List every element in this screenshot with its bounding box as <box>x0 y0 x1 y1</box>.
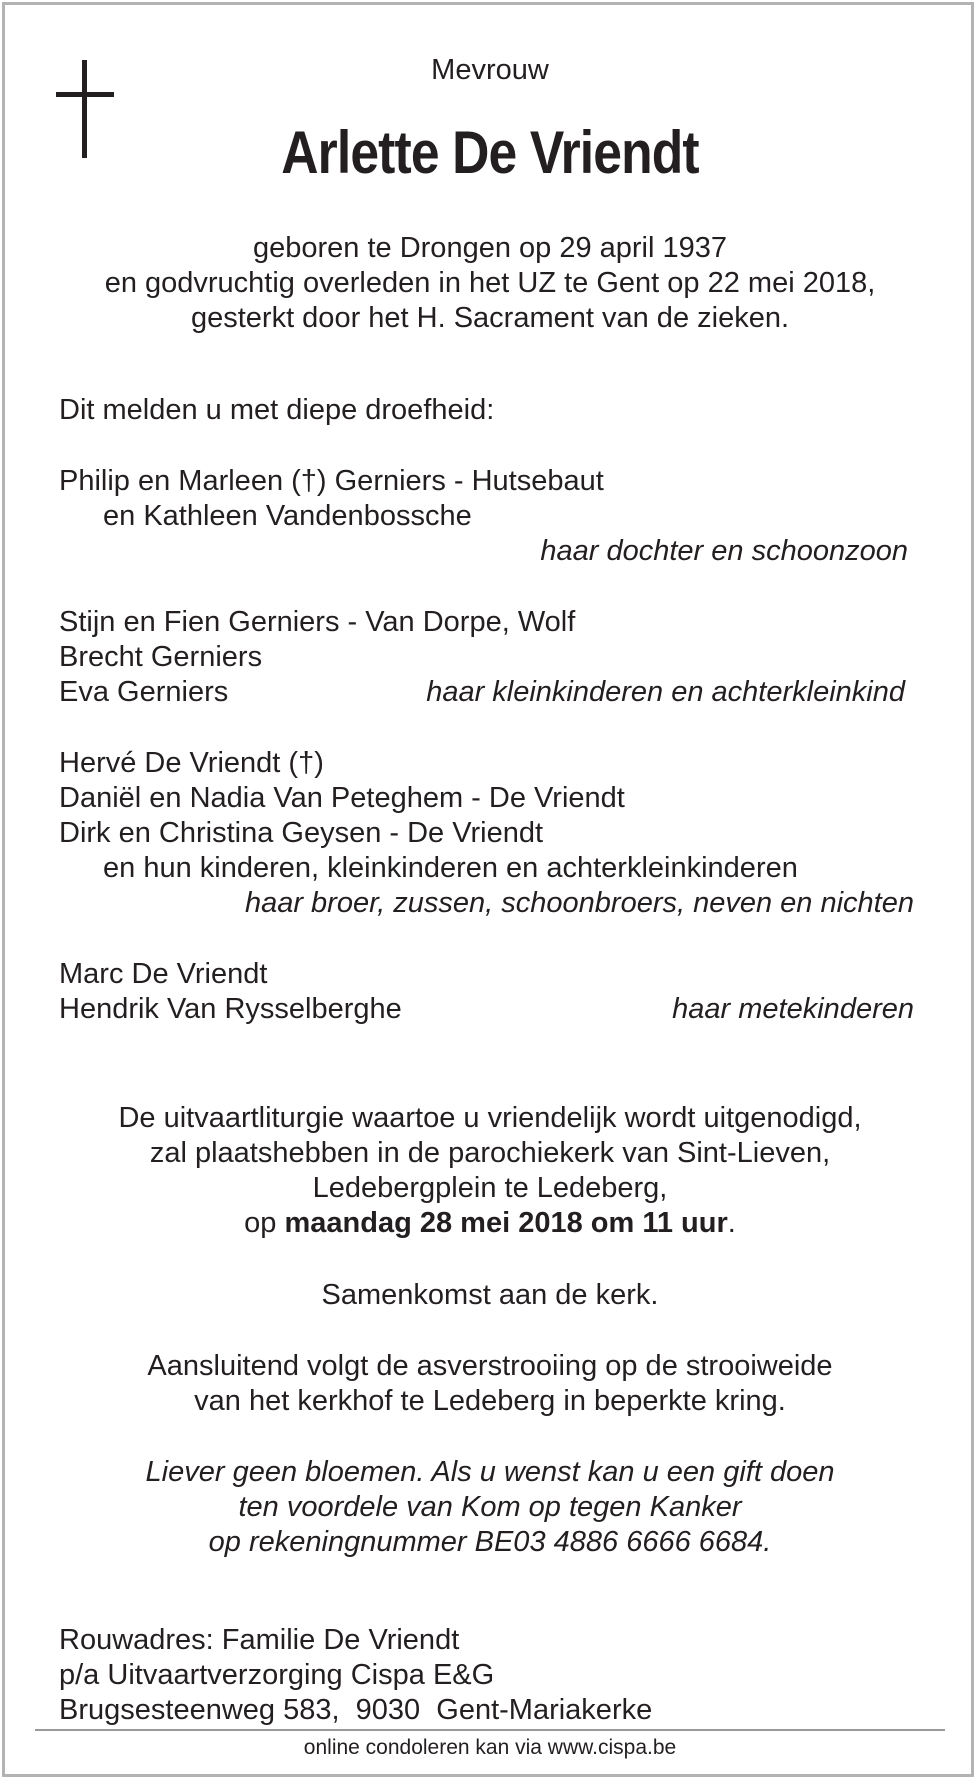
flowers-line: ten voordele van Kom op tegen Kanker <box>238 1491 742 1523</box>
sacrament-line: gesterkt door het H. Sacrament van de zieken. <box>190 302 790 334</box>
family-line: Hendrik Van Rysselberghe <box>59 993 402 1025</box>
family-line: Daniël en Nadia Van Peteghem - De Vriendt <box>59 782 625 814</box>
family-role: haar metekinderen <box>672 993 914 1025</box>
flowers-line: op rekeningnummer BE03 4886 6666 6684. <box>208 1526 772 1558</box>
intro-text: Dit melden u met diepe droefheid: <box>59 394 495 426</box>
funeral-line: De uitvaartliturgie waartoe u vriendelijk wordt uitgenodigd, <box>118 1102 862 1134</box>
family-role: haar dochter en schoonzoon <box>540 535 908 567</box>
death-line: en godvruchtig overleden in het UZ te Gent op 22 mei 2018, <box>104 267 876 299</box>
family-line: Dirk en Christina Geysen - De Vriendt <box>59 817 544 849</box>
scattering-line: Aansluitend volgt de asverstrooiing op de strooiweide <box>147 1350 833 1382</box>
gathering-text: Samenkomst aan de kerk. <box>321 1279 659 1311</box>
funeral-line: zal plaatshebben in de parochiekerk van Sint-Lieven, <box>149 1137 831 1169</box>
divider <box>35 1729 945 1731</box>
funeral-date-line: op maandag 28 mei 2018 om 11 uur. <box>244 1207 736 1239</box>
family-role: haar broer, zussen, schoonbroers, neven en nichten <box>244 887 914 919</box>
address-line: p/a Uitvaartverzorging Cispa E&G <box>59 1659 495 1691</box>
family-line: Stijn en Fien Gerniers - Van Dorpe, Wolf <box>59 606 576 638</box>
family-line: Philip en Marleen (†) Gerniers - Hutsebaut <box>59 465 604 497</box>
family-line: en Kathleen Vandenbossche <box>103 500 472 532</box>
salutation: Mevrouw <box>431 54 549 86</box>
flowers-line: Liever geen bloemen. Als u wenst kan u een gift doen <box>145 1456 835 1488</box>
family-line: en hun kinderen, kleinkinderen en achterkleinkinderen <box>103 852 798 884</box>
deceased-name: Arlette De Vriendt <box>281 119 699 186</box>
family-role: haar kleinkinderen en achterkleinkind <box>426 676 905 708</box>
family-line: Marc De Vriendt <box>59 958 268 990</box>
birth-line: geboren te Drongen op 29 april 1937 <box>252 232 728 264</box>
funeral-line: Ledebergplein te Ledeberg, <box>312 1172 668 1204</box>
family-line: Brecht Gerniers <box>59 641 263 673</box>
funeral-date: maandag 28 mei 2018 om 11 uur <box>284 1207 728 1239</box>
address-line: Rouwadres: Familie De Vriendt <box>59 1624 460 1656</box>
footer-condolence-link[interactable]: online condoleren kan via www.cispa.be <box>303 1736 677 1759</box>
family-line: Eva Gerniers <box>59 676 229 708</box>
scattering-line: van het kerkhof te Ledeberg in beperkte kring. <box>194 1385 786 1417</box>
address-line: Brugsesteenweg 583, 9030 Gent-Mariakerke <box>59 1694 653 1726</box>
family-line: Hervé De Vriendt (†) <box>59 747 324 779</box>
